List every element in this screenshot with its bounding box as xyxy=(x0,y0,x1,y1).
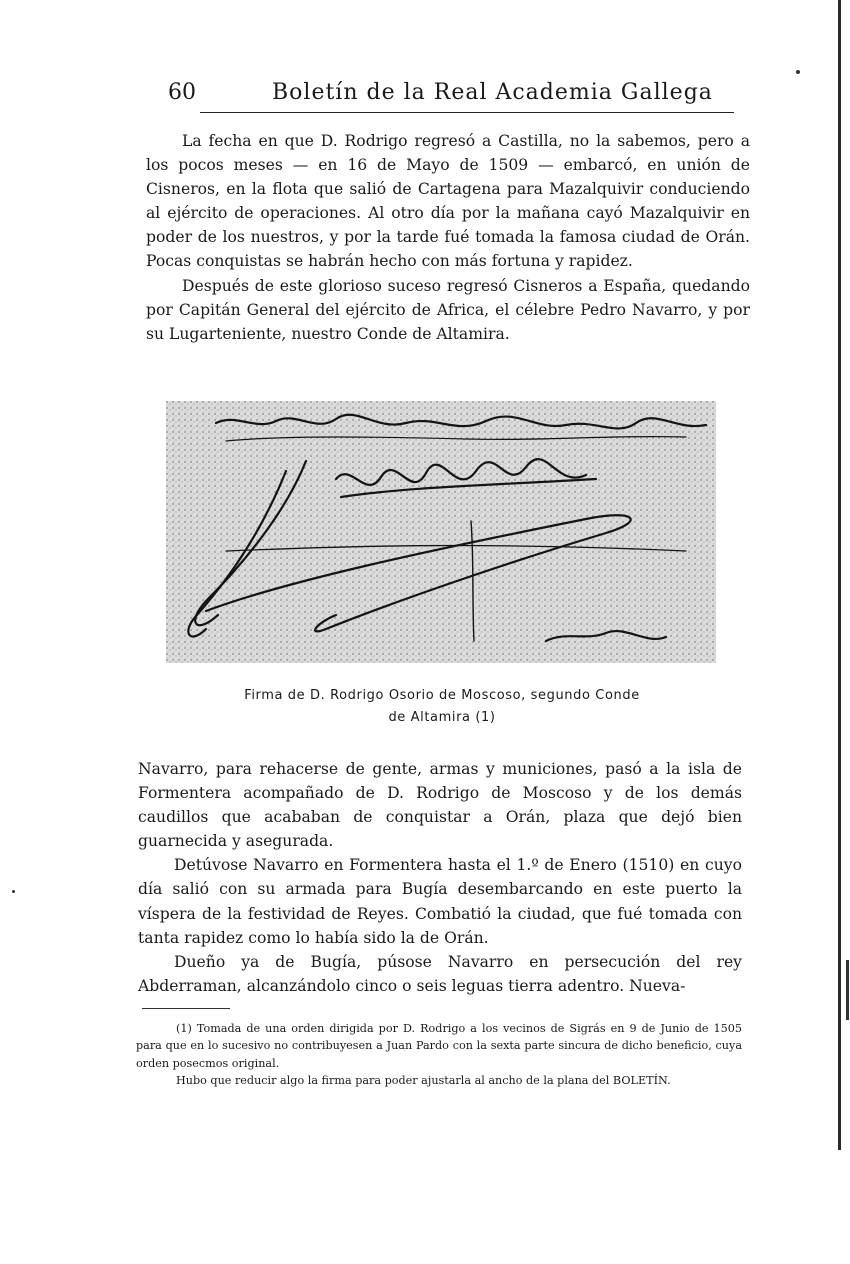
footnote: (1) Tomada de una orden dirigida por D. Rodrigo a los vecinos de Sigrás en 9 de Junio de 1505 para que en lo sucesivo no contribuyesen a Juan Pardo con la sexta parte sincura de dicho beneficio, cuya orden posecmos original. xyxy=(136,1022,742,1070)
scan-speck xyxy=(12,890,15,893)
page-header xyxy=(0,78,850,114)
body-text-top xyxy=(146,129,750,346)
caption-line: de Altamira (1) xyxy=(388,710,496,725)
paragraph: Después de este glorioso suceso regresó Cisneros a España, quedando por Capitán General del ejército de Africa, el célebre Pedro Navarro, y por su Lugarteniente, nuestro Conde de Altamira. xyxy=(146,276,750,343)
caption-line: Firma de D. Rodrigo Osorio de Moscoso, segundo Conde xyxy=(244,688,640,703)
body-text-bottom xyxy=(138,757,742,998)
running-title: Boletín de la Real Academia Gallega xyxy=(272,80,713,105)
signature-image xyxy=(166,401,716,663)
paragraph: Dueño ya de Bugía, púsose Navarro en persecución del rey Abderraman, alcanzándolo cinco o seis leguas tierra adentro. Nueva- xyxy=(138,952,742,995)
paragraph: La fecha en que D. Rodrigo regresó a Castilla, no la sabemos, pero a los pocos meses — en 16 de Mayo de 1509 — embarcó, en unión de Cisneros, en la flota que salió de Cartagena para Mazalquivir conduciendo al ejército de operaciones. Al otro día por la mañana cayó Mazalquivir en poder de los nuestros, y por la tarde fué tomada la famosa ciudad de Orán. Pocas conquistas se habrán hecho con más fortuna y rapidez. xyxy=(146,132,750,271)
figure-caption xyxy=(200,685,684,729)
header-rule xyxy=(200,112,734,113)
scan-speck xyxy=(796,70,800,74)
scan-speck xyxy=(846,960,849,1020)
footnotes xyxy=(136,1020,742,1089)
signature-figure xyxy=(166,401,716,663)
footnote-rule xyxy=(142,1008,230,1009)
paragraph: Navarro, para rehacerse de gente, armas y municiones, pasó a la isla de Formentera acompañado de D. Rodrigo de Moscoso y de los demás caudillos que acababan de conquistar a Orán, plaza que dejó bien guarnecida y asegurada. xyxy=(138,760,742,851)
scan-edge-shadow xyxy=(838,0,841,1150)
footnote: Hubo que reducir algo la firma para poder ajustarla al ancho de la plana del BOLETÍN. xyxy=(176,1073,671,1087)
paragraph: Detúvose Navarro en Formentera hasta el 1.º de Enero (1510) en cuyo día salió con su armada para Bugía desembarcando en este puerto la víspera de la festividad de Reyes. Combatió la ciudad, que fué tomada con tanta rapidez como lo había sido la de Orán. xyxy=(138,856,742,947)
page-number: 60 xyxy=(168,80,196,105)
